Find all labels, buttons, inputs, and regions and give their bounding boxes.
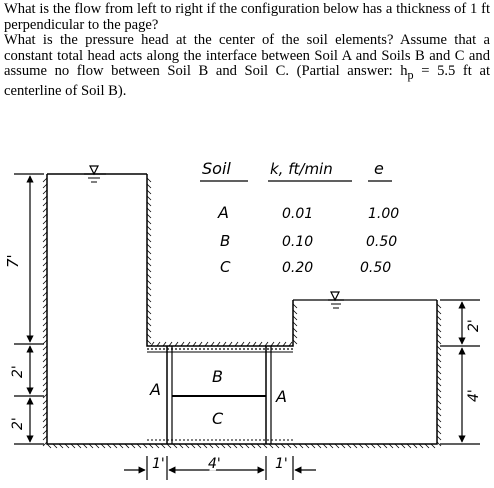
soil-c-label: C (212, 409, 224, 428)
dim-right-2: 2' (466, 319, 482, 332)
dim-bottom-4: 4' (208, 456, 221, 472)
left-dimensions (14, 174, 44, 444)
table-soil-c: C (220, 258, 231, 276)
table-header-soil: Soil (202, 159, 231, 178)
soil-sample (147, 346, 293, 444)
table-header-k: k, ft/min (270, 160, 333, 178)
table-k-a: 0.01 (282, 206, 314, 222)
dim-left-2b: 2' (10, 417, 26, 430)
question-1: What is the flow from left to right if the configuration below has a thickness of 1 ft perpendicular to the page? (4, 1, 490, 33)
question-2: What is the pressure head at the center of the soil elements? Assume that a constant total head acts along the interface between Soil A and Soils B and C and assume no flow between Soil B and Soil C. (Partial answer: $h_p = 5.5$ ft at centerline of Soil B). (4, 32, 490, 99)
soil-a-right-label: A (276, 387, 287, 406)
left-water-level-icon (84, 166, 106, 182)
table-e-c: 0.50 (360, 260, 392, 276)
dim-left-7: 7' (4, 254, 22, 268)
table-header-e: e (374, 159, 384, 178)
dim-bottom-1b: 1' (275, 456, 288, 472)
table-k-b: 0.10 (282, 234, 314, 250)
subscript-p: p (407, 68, 414, 83)
table-e-a: 1.00 (368, 206, 400, 222)
table-k-c: 0.20 (282, 260, 314, 276)
soil-a-left-label: A (150, 380, 161, 399)
dim-right-4: 4' (466, 389, 482, 402)
permeameter-figure (0, 150, 494, 488)
soil-b-label: B (212, 367, 223, 386)
soil-table (200, 159, 399, 276)
dim-left-2a: 2' (10, 365, 26, 378)
table-soil-b: B (220, 232, 231, 250)
problem-statement (4, 2, 490, 99)
dim-bottom-1a: 1' (152, 456, 165, 472)
right-water-level-icon (328, 292, 344, 308)
table-soil-a: A (218, 203, 229, 222)
table-e-b: 0.50 (366, 234, 398, 250)
